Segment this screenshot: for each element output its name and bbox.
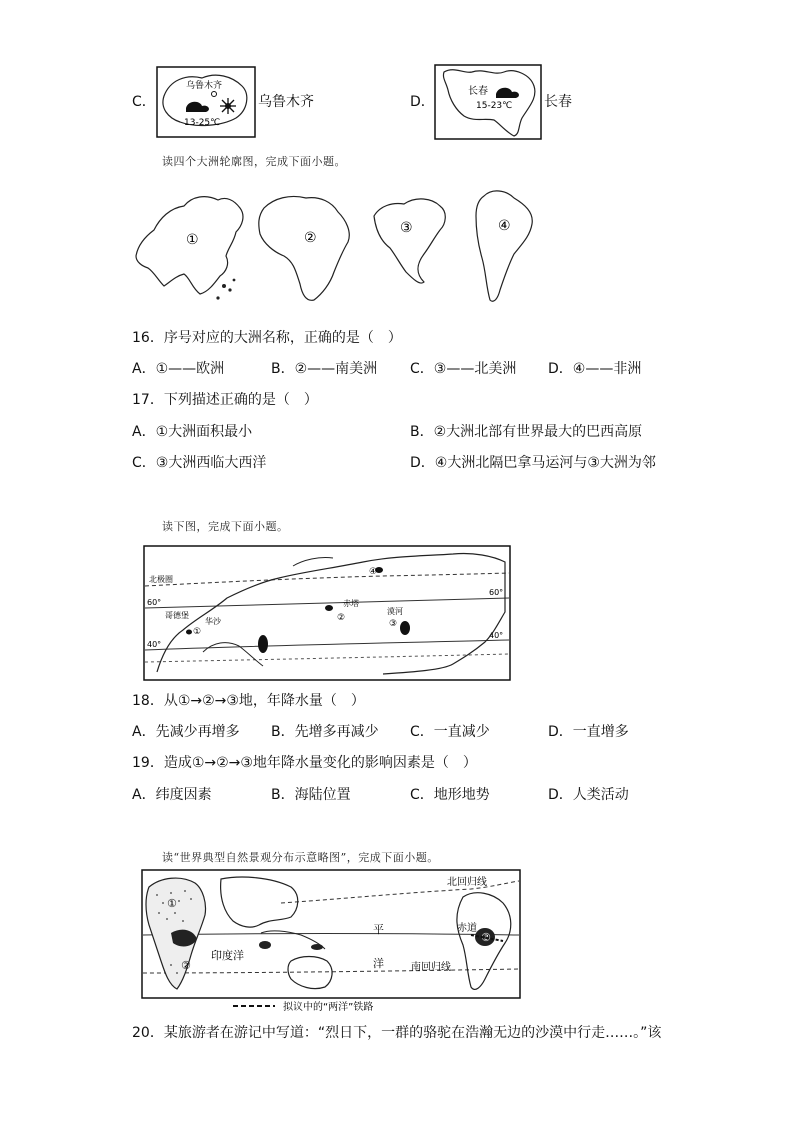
map3-mark-1: ① <box>167 897 177 910</box>
changchun-map-name: 长春 <box>468 86 488 97</box>
section3-intro: 读“世界典型自然景观分布示意略图”，完成下面小题。 <box>162 851 439 864</box>
q19-option-b[interactable]: B．海陆位置 <box>271 787 351 803</box>
map3-mark-2: ② <box>181 959 191 972</box>
q18-option-d[interactable]: D．一直增多 <box>548 724 629 740</box>
urumqi-weather-map <box>156 66 256 142</box>
option-d-city: 长春 <box>544 94 572 110</box>
map2-point-1: ① <box>193 627 202 637</box>
railway-legend: 拟议中的“两洋”铁路 <box>283 1002 374 1013</box>
continent-mark-2: ② <box>304 230 317 246</box>
lat40-right: 40° <box>489 631 504 640</box>
continent-mark-3: ③ <box>400 220 413 236</box>
q17-option-c[interactable]: C．③大洲西临大西洋 <box>132 455 267 471</box>
map2-point-2: ② <box>337 613 346 623</box>
q19-option-a[interactable]: A．纬度因素 <box>132 787 212 803</box>
lat60-left: 60° <box>147 598 162 607</box>
pacific-char-1: 平 <box>373 923 384 936</box>
q18-option-c[interactable]: C．一直减少 <box>410 724 490 740</box>
changchun-weather-map <box>434 64 542 144</box>
q19-option-c[interactable]: C．地形地势 <box>410 787 490 803</box>
map2-point-3: ③ <box>389 619 398 629</box>
q16-option-b[interactable]: B．②——南美洲 <box>271 361 378 377</box>
q20-stem: 20．某旅游者在游记中写道：“烈日下，一群的骆驼在浩瀚无边的沙漠中行走……。”该 <box>132 1025 662 1041</box>
urumqi-temp: 13-25℃ <box>184 118 221 128</box>
q16-option-d[interactable]: D．④——非洲 <box>548 361 642 377</box>
city-label-d: 漠河 <box>387 607 403 616</box>
section2-intro: 读下图，完成下面小题。 <box>162 520 289 533</box>
lat60-right: 60° <box>489 588 504 597</box>
tropic-south-label: 南回归线 <box>411 962 451 973</box>
q16-option-c[interactable]: C．③——北美洲 <box>410 361 517 377</box>
q17-stem: 17．下列描述正确的是（ ） <box>132 392 318 408</box>
eurasia-latitude-map <box>143 542 511 686</box>
q17-option-d[interactable]: D．④大洲北隔巴拿马运河与③大洲为邻 <box>410 455 656 471</box>
q16-option-a[interactable]: A．①——欧洲 <box>132 361 225 377</box>
q19-stem: 19．造成①→②→③地年降水量变化的影响因素是（ ） <box>132 755 477 771</box>
lat40-left: 40° <box>147 640 162 649</box>
tropic-north-label: 北回归线 <box>447 877 487 888</box>
changchun-temp: 15-23℃ <box>476 101 513 111</box>
city-label-a: 哥德堡 <box>165 611 189 620</box>
q18-option-b[interactable]: B．先增多再减少 <box>271 724 379 740</box>
q18-option-a[interactable]: A．先减少再增多 <box>132 724 240 740</box>
indian-ocean-label: 印度洋 <box>211 949 244 962</box>
arctic-circle-label: 北极圈 <box>149 575 173 584</box>
option-c-label: C． <box>132 94 156 110</box>
equator-label: 赤道 <box>457 923 477 934</box>
continent-mark-4: ④ <box>498 218 511 234</box>
four-continents-figure <box>134 186 554 314</box>
q18-stem: 18．从①→②→③地，年降水量（ ） <box>132 693 365 709</box>
q19-option-d[interactable]: D．人类活动 <box>548 787 629 803</box>
continent-mark-1: ① <box>186 232 199 248</box>
option-d-label: D． <box>410 94 435 110</box>
section1-intro: 读四个大洲轮廓图，完成下面小题。 <box>162 155 346 168</box>
q17-option-a[interactable]: A．①大洲面积最小 <box>132 424 253 440</box>
urumqi-map-name: 乌鲁木齐 <box>186 81 223 91</box>
option-c-city: 乌鲁木齐 <box>258 94 314 110</box>
city-label-b: 华沙 <box>205 617 221 626</box>
city-label-c: 赤塔 <box>343 599 359 608</box>
q16-stem: 16．序号对应的大洲名称，正确的是（ ） <box>132 330 402 346</box>
q17-option-b[interactable]: B．②大洲北部有世界最大的巴西高原 <box>410 424 643 440</box>
map3-mark-3: ③ <box>481 931 491 944</box>
map2-point-4: ④ <box>369 567 378 577</box>
pacific-char-2: 洋 <box>373 957 384 970</box>
world-landscape-map <box>141 869 521 1018</box>
